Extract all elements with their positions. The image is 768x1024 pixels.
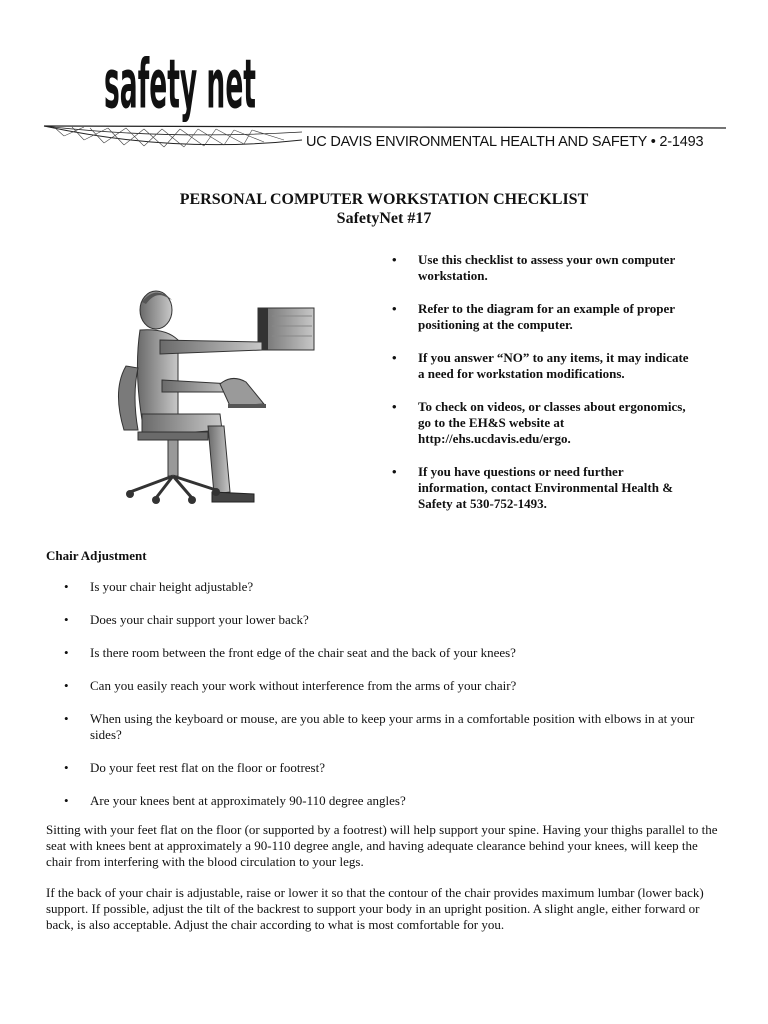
checklist-item	[64, 612, 724, 628]
bullet-icon: •	[64, 612, 69, 627]
intro-bullet-text: Use this checklist to assess your own computer workstation.	[418, 252, 675, 283]
bullet-icon: •	[64, 579, 69, 594]
intro-bullet-text: Refer to the diagram for an example of proper positioning at the computer.	[418, 301, 675, 332]
document-subtitle: SafetyNet #17	[336, 210, 432, 227]
bullet-icon: •	[392, 252, 397, 267]
intro-bullet	[392, 350, 692, 382]
bullet-icon: •	[392, 464, 397, 479]
checklist-item-text: Is your chair height adjustable?	[90, 579, 254, 594]
checklist-item	[64, 760, 724, 776]
checklist-item-text: Do your feet rest flat on the floor or footrest?	[90, 760, 326, 775]
bullet-icon: •	[392, 350, 397, 365]
header-organization-line: UC DAVIS ENVIRONMENTAL HEALTH AND SAFETY • 2-1493	[304, 134, 726, 150]
checklist-item-text: When using the keyboard or mouse, are you able to keep your arms in a comfortable position with elbows in at your sides?	[90, 711, 695, 742]
checklist-item	[64, 711, 724, 743]
bullet-icon: •	[64, 678, 69, 693]
body-paragraph: If the back of your chair is adjustable, raise or lower it so that the contour of the chair provides maximum lumbar (lower back) support. If possible, adjust the tilt of the backrest to support your body in an upright position. A slight angle, either forward or back, is also acceptable. Adjust the chair according to what is most comfortable for you.	[46, 885, 704, 932]
bullet-icon: •	[392, 301, 397, 316]
intro-bullet	[392, 399, 692, 447]
checklist-item	[64, 678, 724, 694]
bullet-icon: •	[64, 760, 69, 775]
checklist-item-text: Can you easily reach your work without interference from the arms of your chair?	[90, 678, 517, 693]
bullet-icon: •	[64, 793, 69, 808]
intro-bullet	[392, 464, 692, 512]
checklist-item	[64, 579, 724, 595]
intro-bullet-list	[392, 252, 692, 529]
checklist-item-text: Is there room between the front edge of the chair seat and the back of your knees?	[90, 645, 516, 660]
bullet-icon: •	[392, 399, 397, 414]
checklist-item	[64, 793, 724, 809]
checklist-item	[64, 645, 724, 661]
intro-bullet-text: If you have questions or need further information, contact Environmental Health & Safety at 530-752-1493.	[418, 464, 674, 511]
chair-checklist	[64, 579, 724, 826]
workstation-posture-illustration	[112, 280, 322, 520]
checklist-item-text: Does your chair support your lower back?	[90, 612, 309, 627]
body-paragraph: Sitting with your feet flat on the floor (or supported by a footrest) will help support your spine. Having your thighs parallel to the seat with knees bent at approximately a 90-110 degree angle, and having adequate clearance behind your knees, will keep the chair from interfering with the blood circulation to your legs.	[46, 822, 718, 869]
checklist-item-text: Are your knees bent at approximately 90-110 degree angles?	[90, 793, 406, 808]
intro-bullet	[392, 301, 692, 333]
intro-bullet-text: If you answer “NO” to any items, it may indicate a need for workstation modifications.	[418, 350, 689, 381]
bullet-icon: •	[64, 645, 69, 660]
intro-bullet	[392, 252, 692, 284]
bullet-icon: •	[64, 711, 69, 726]
document-title: PERSONAL COMPUTER WORKSTATION CHECKLIST	[179, 191, 589, 208]
section-heading-chair-adjustment: Chair Adjustment	[46, 548, 147, 563]
svg-text:safety net: safety net	[104, 45, 256, 125]
intro-bullet-text: To check on videos, or classes about ergonomics, go to the EH&S website at http://ehs.ucdavis.edu/ergo.	[418, 399, 686, 446]
